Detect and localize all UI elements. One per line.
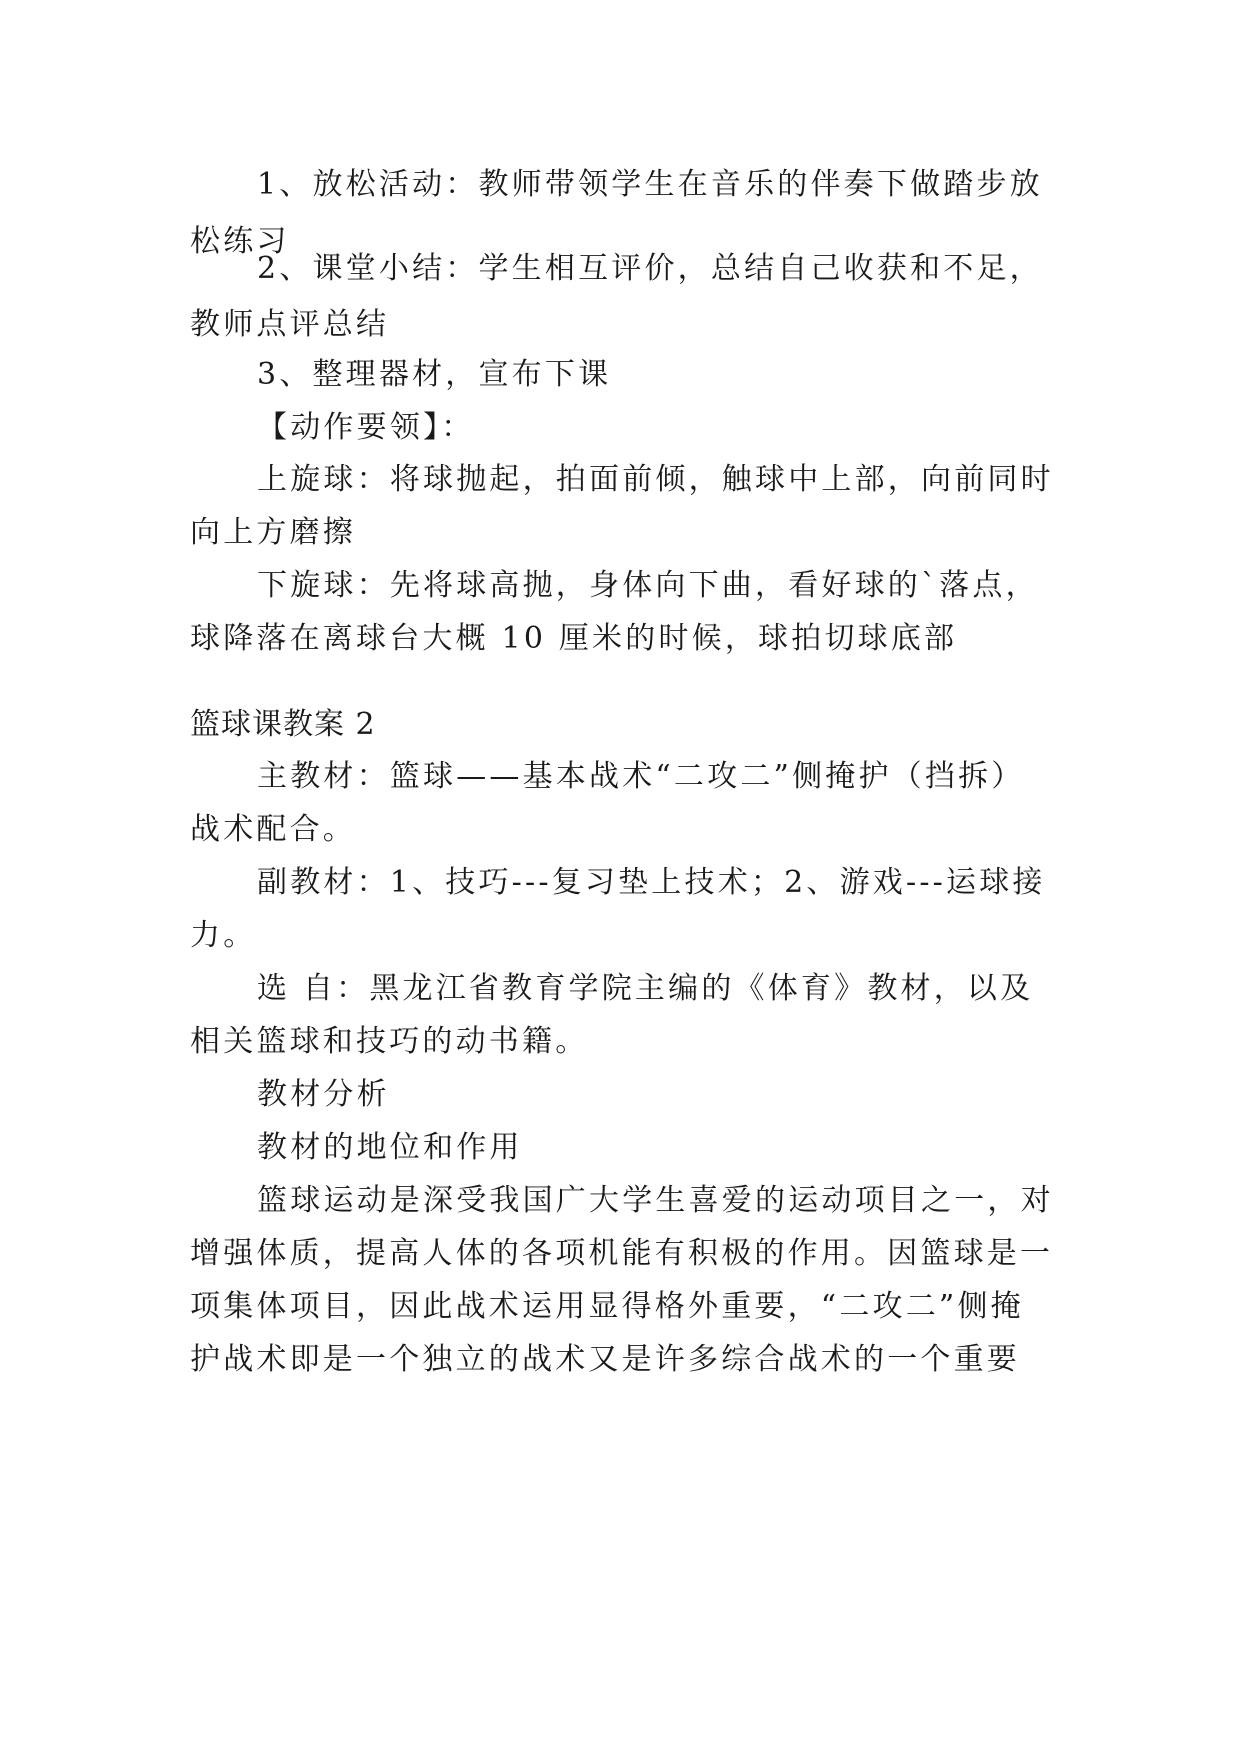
paragraph-line: 2、课堂小结：学生相互评价，总结自己收获和不足，	[257, 251, 1043, 286]
paragraph-line: 主教材：篮球——基本战术“二攻二”侧掩护（挡拆）	[257, 759, 1025, 794]
paragraph-line: 增强体质，提高人体的各项机能有积极的作用。因篮球是一	[190, 1236, 1054, 1271]
paragraph-line: 上旋球：将球抛起，拍面前倾，触球中上部，向前同时	[257, 462, 1054, 497]
paragraph-line: 松练习	[190, 224, 290, 259]
paragraph-line: 篮球运动是深受我国广大学生喜爱的运动项目之一，对	[257, 1183, 1054, 1218]
paragraph-line: 1、放松活动：教师带领学生在音乐的伴奏下做踏步放	[257, 167, 1043, 202]
paragraph-line: 项集体项目，因此战术运用显得格外重要，“二攻二”侧掩	[190, 1289, 1024, 1324]
section-heading: 篮球课教案 2	[190, 707, 376, 742]
paragraph-line: 相关篮球和技巧的动书籍。	[190, 1024, 589, 1059]
paragraph-line: 【动作要领】：	[257, 410, 475, 445]
paragraph-line: 力。	[190, 918, 257, 953]
paragraph-line: 向上方磨擦	[190, 515, 356, 550]
paragraph-line: 教材分析	[257, 1077, 390, 1112]
paragraph-line: 战术配合。	[190, 812, 356, 847]
paragraph-line: 下旋球：先将球高抛，身体向下曲，看好球的`落点，	[257, 568, 1039, 603]
paragraph-line: 教师点评总结	[190, 307, 390, 342]
paragraph-line: 选 自：黑龙江省教育学院主编的《体育》教材，以及	[257, 971, 1034, 1006]
paragraph-line: 3、整理器材，宣布下课	[257, 357, 612, 392]
paragraph-line: 副教材：1、技巧---复习垫上技术；2、游戏---运球接	[257, 865, 1046, 900]
paragraph-line: 球降落在离球台大概 10 厘米的时候，球拍切球底部	[190, 621, 958, 656]
paragraph-line: 教材的地位和作用	[257, 1130, 523, 1165]
paragraph-line: 护战术即是一个独立的战术又是许多综合战术的一个重要	[190, 1342, 1020, 1377]
